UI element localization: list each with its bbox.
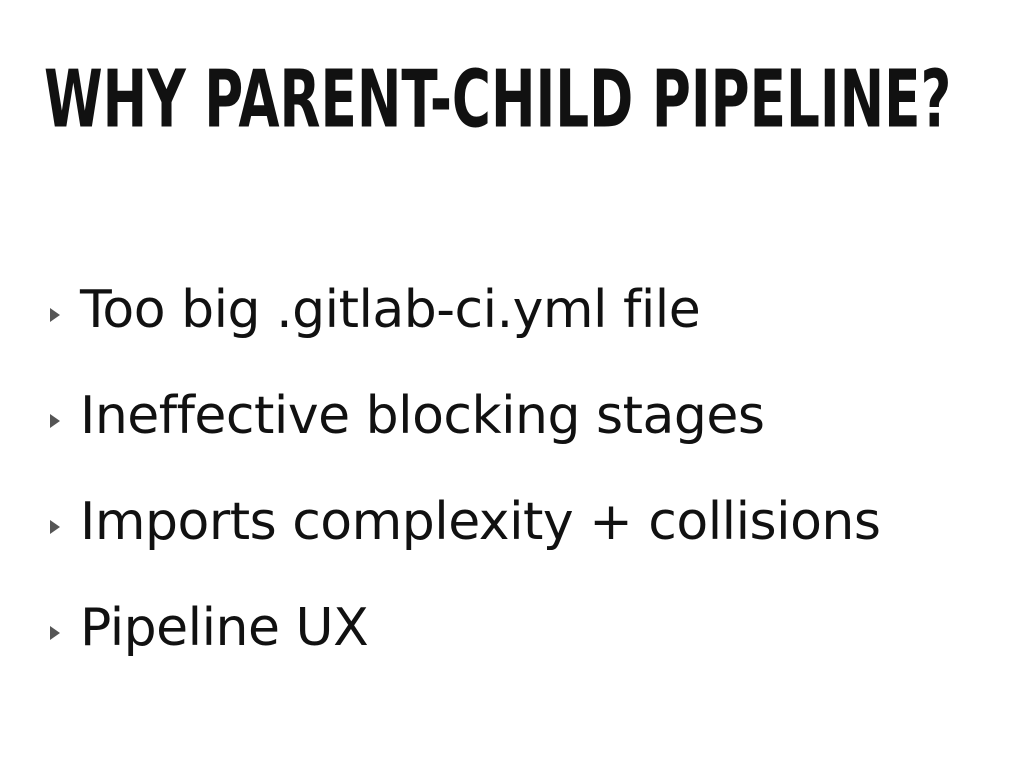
bullet-text: Ineffective blocking stages	[80, 386, 765, 446]
bullet-list	[50, 278, 880, 702]
bullet-text: Imports complexity + collisions	[80, 492, 881, 552]
bullet-item	[50, 384, 880, 490]
triangle-right-icon	[50, 414, 60, 428]
triangle-right-icon	[50, 520, 60, 534]
bullet-text: Too big .gitlab-ci.yml file	[80, 280, 701, 340]
slide-title: WHY PARENT-CHILD PIPELINE?	[44, 52, 952, 146]
bullet-item	[50, 490, 880, 596]
bullet-text: Pipeline UX	[80, 598, 369, 658]
bullet-item	[50, 278, 880, 384]
triangle-right-icon	[50, 308, 60, 322]
bullet-item	[50, 596, 880, 702]
triangle-right-icon	[50, 626, 60, 640]
